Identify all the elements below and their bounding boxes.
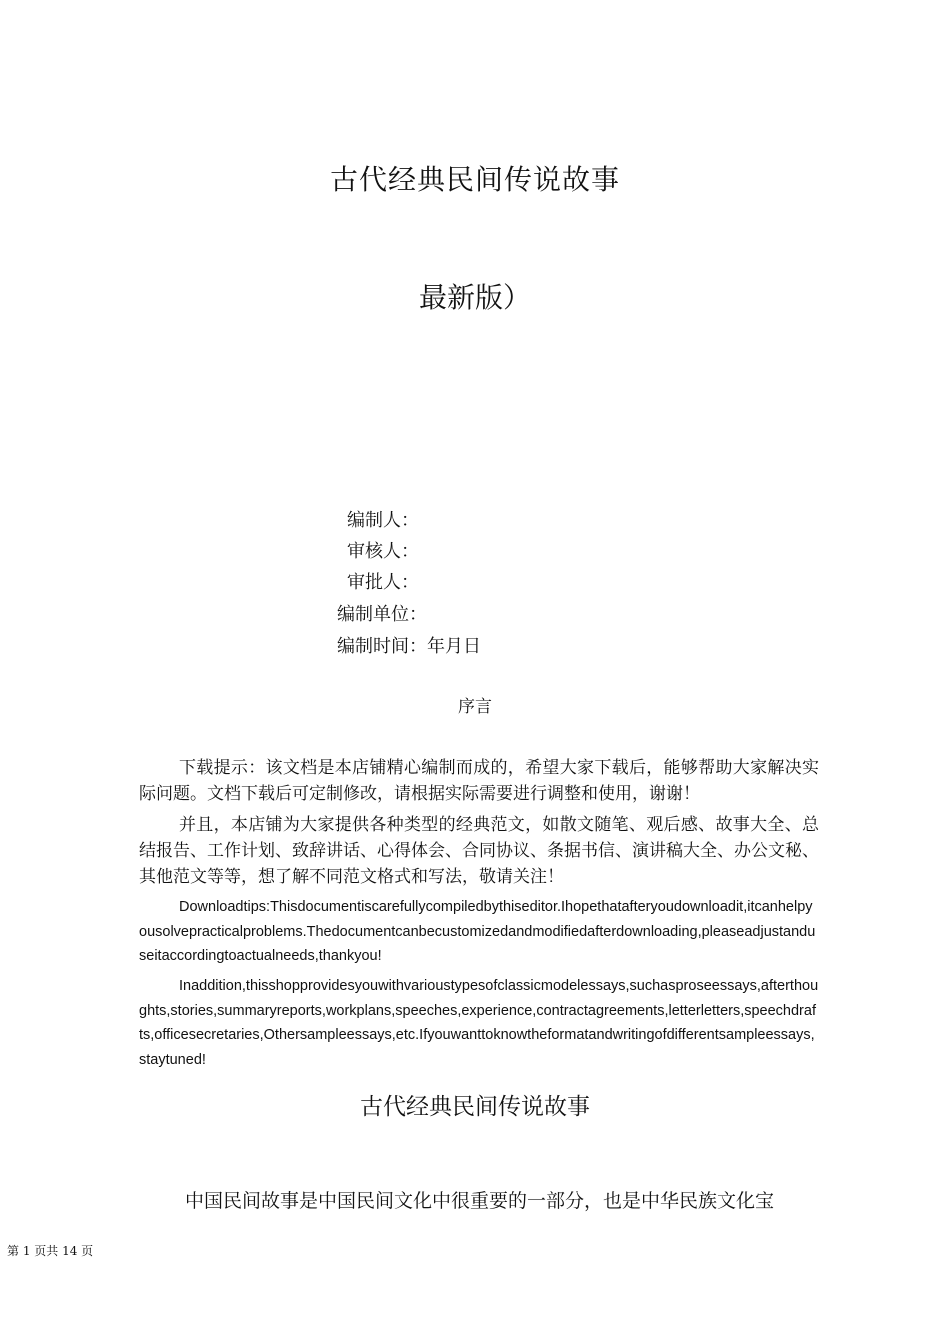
date-field: 编制时间：年月日 <box>337 636 481 657</box>
unit-field: 编制单位： <box>337 604 427 625</box>
preface-heading: 序言 <box>458 697 492 717</box>
document-title: 古代经典民间传说故事 <box>329 163 620 196</box>
reviewer-field: 审核人： <box>347 541 419 562</box>
approver-field: 审批人： <box>347 572 419 593</box>
preface-paragraph-en-1: Downloadtips:Thisdocumentiscarefullycompiledbythiseditor.Ihopethatafteryoudownloadit,itcanhelpyousolvepracticalproblems.Thedocumentcanbecustomizedandmodifiedafterdownloading,pleaseadjustanduseitaccordingtoactualneeds,thankyou! <box>139 899 816 964</box>
body-paragraph: 中国民间故事是中国民间文化中很重要的一部分，也是中华民族文化宝 <box>185 1190 775 1212</box>
section-title: 古代经典民间传说故事 <box>360 1094 590 1120</box>
preface-paragraph-cn-2: 并且，本店铺为大家提供各种类型的经典范文，如散文随笔、观后感、故事大全、总结报告、工作计划、致辞讲话、心得体会、合同协议、条据书信、演讲稿大全、办公文秘、其他范文等等，想了解不同范文格式和写法，敬请关注！ <box>139 815 819 887</box>
page-footer: 第 1 页共 14 页 <box>7 1244 94 1258</box>
editor-field: 编制人： <box>347 510 419 531</box>
preface-paragraph-cn-1: 下载提示：该文档是本店铺精心编制而成的，希望大家下载后，能够帮助大家解决实际问题。文档下载后可定制修改，请根据实际需要进行调整和使用，谢谢！ <box>139 758 819 804</box>
edition-label: 最新版） <box>418 281 531 314</box>
preface-paragraph-en-2: Inaddition,thisshopprovidesyouwithvarioustypesofclassicmodelessays,suchasproseessays,afterthoughts,stories,summaryreports,workplans,speeches,experience,contractagreements,letterletters,speechdrafts,officesecretaries,Othersampleessays,etc.Ifyouwanttoknowtheformatandwritingofdifferentsampleessays,staytuned! <box>139 978 819 1068</box>
